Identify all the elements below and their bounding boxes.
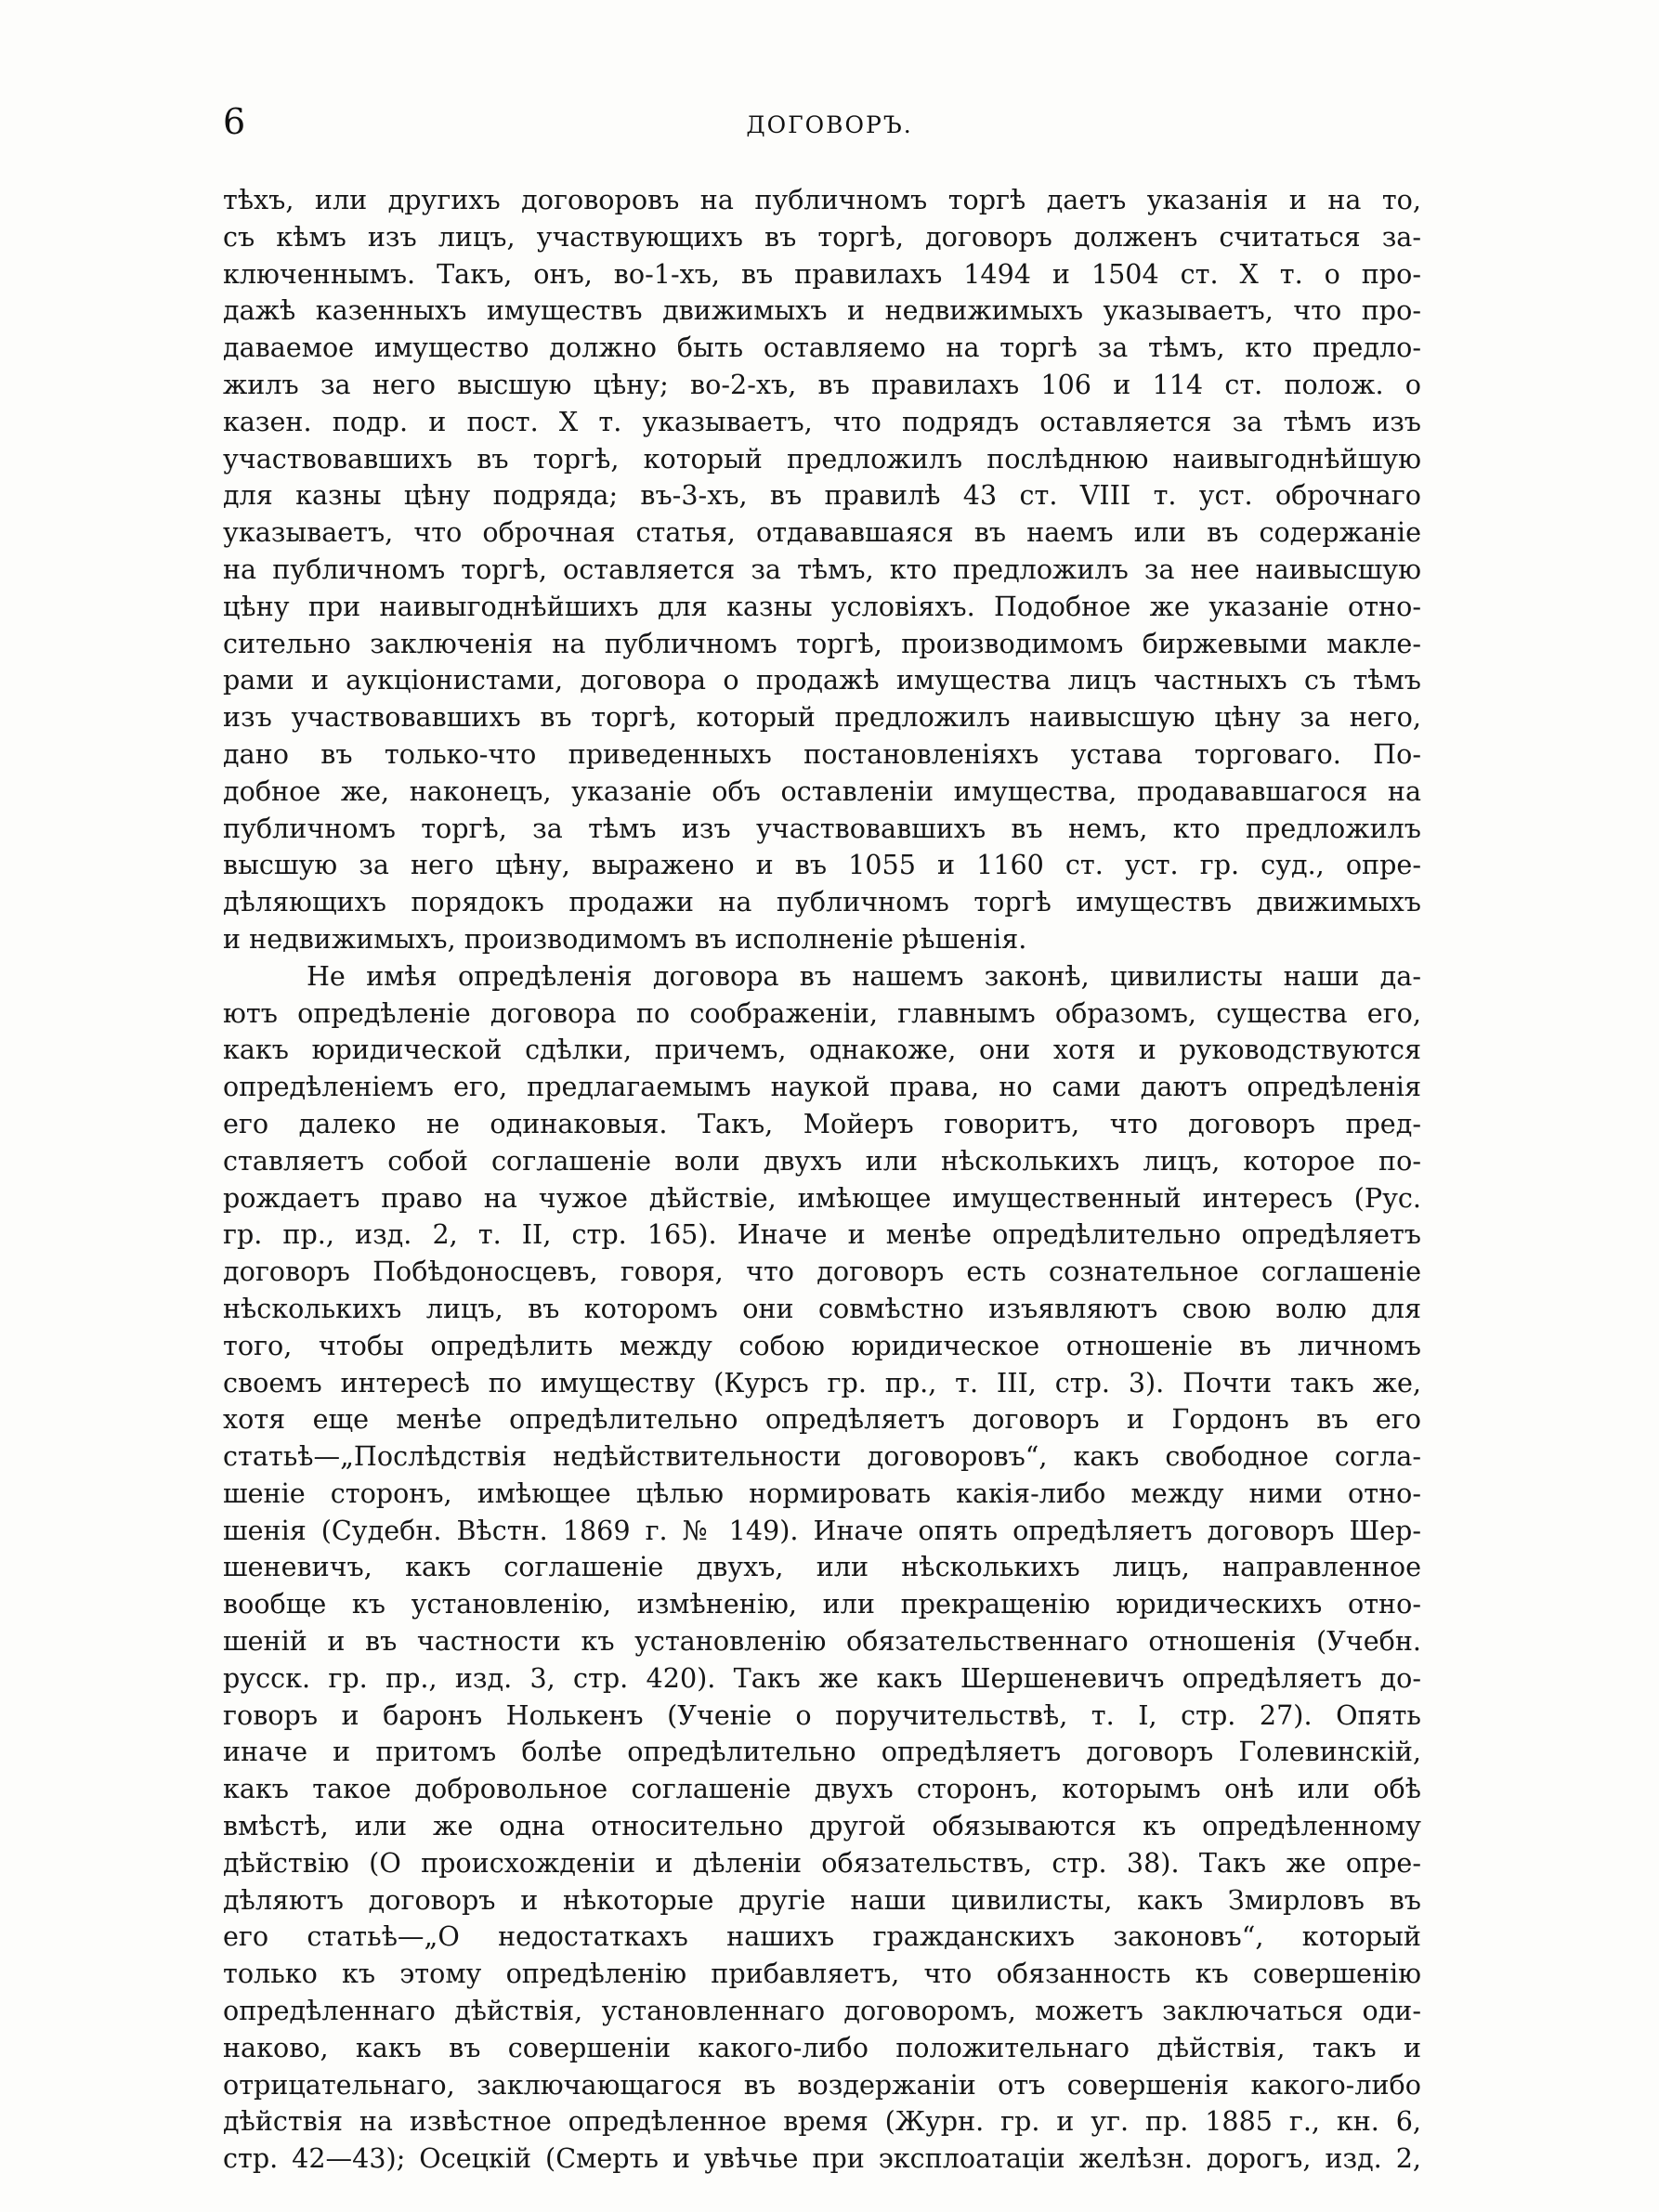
text-line: опредѣленіемъ его, предлагаемымъ наукой права, но сами даютъ опредѣленія [223,1071,1421,1103]
text-line: даваемое имущество должно быть оставляемо на торгѣ за тѣмъ, кто предло- [223,332,1421,364]
text-line: шенія (Судебн. Вѣстн. 1869 г. № 149). Иначе опять опредѣляетъ договоръ Шер- [223,1514,1421,1546]
text-line: съ кѣмъ изъ лицъ, участвующихъ въ торгѣ, договоръ долженъ считаться за- [223,220,1421,253]
text-line: жилъ за него высшую цѣну; во-2-хъ, въ правилахъ 106 и 114 ст. полож. о [223,368,1421,400]
text-line: вообще къ установленію, измѣненію, или прекращенію юридическихъ отно- [223,1588,1421,1620]
text-line: и недвижимыхъ, производимомъ въ исполненіе рѣшенія. [223,922,1027,955]
paragraph [223,958,1421,2178]
text-line: ютъ опредѣленіе договора по соображеніи, главнымъ образомъ, существа его, [223,996,1421,1029]
text-line: казен. подр. и пост. X т. указываетъ, что подрядъ оставляется за тѣмъ изъ [223,405,1421,437]
text-line: договоръ Побѣдоносцевъ, говоря, что договоръ есть сознательное соглашеніе [223,1256,1421,1288]
text-line: дѣйствія на извѣстное опредѣленное время (Журн. гр. и уг. пр. 1885 г., кн. 6, [223,2105,1421,2138]
text-line: шеніе сторонъ, имѣющее цѣлью нормировать какія-либо между ними отно- [223,1477,1421,1509]
text-line: того, чтобы опредѣлить между собою юридическое отношеніе въ личномъ [223,1329,1421,1361]
text-line: публичномъ торгѣ, за тѣмъ изъ участвовавшихъ въ немъ, кто предложилъ [223,812,1421,844]
text-line: шеній и въ частности къ установленію обязательственнаго отношенія (Учебн. [223,1625,1421,1658]
text-line: дѣляютъ договоръ и нѣкоторые другіе наши цивилисты, какъ Змирловъ въ [223,1883,1421,1916]
paragraph [223,182,1421,958]
text-line: цѣну при наивыгоднѣйшихъ для казны условіяхъ. Подобное же указаніе отно- [223,590,1421,622]
text-line: рождаетъ право на чужое дѣйствіе, имѣющее имущественный интересъ (Рус. [223,1181,1421,1214]
text-line: Не имѣя опредѣленія договора въ нашемъ законѣ, цивилисты наши да- [307,959,1421,992]
text-line: дѣйствію (О происхожденіи и дѣленіи обязательствъ, стр. 38). Такъ же опре- [223,1846,1421,1879]
text-line: своемъ интересѣ по имуществу (Курсъ гр. пр., т. III, стр. 3). Почти такъ же, [223,1366,1421,1399]
text-line: ставляетъ собой соглашеніе воли двухъ или нѣсколькихъ лицъ, которое по- [223,1144,1421,1177]
text-line: изъ участвовавшихъ въ торгѣ, который предложилъ наивысшую цѣну за него, [223,701,1421,734]
text-line: для казны цѣну подряда; въ-3-хъ, въ правилѣ 43 ст. VIII т. уст. оброчнаго [223,479,1421,512]
text-line: на публичномъ торгѣ, оставляется за тѣмъ, кто предложилъ за нее наивысшую [223,553,1421,585]
text-line: дано въ только-что приведенныхъ постановленіяхъ устава торговаго. По- [223,737,1421,770]
text-line: ключеннымъ. Такъ, онъ, во-1-хъ, въ правилахъ 1494 и 1504 ст. X т. о про- [223,257,1421,290]
text-line: русск. гр. пр., изд. 3, стр. 420). Такъ же какъ Шершеневичъ опредѣляетъ до- [223,1661,1421,1694]
text-line: участвовавшихъ въ торгѣ, который предложилъ послѣднюю наивыгоднѣйшую [223,442,1421,475]
text-line: опредѣленнаго дѣйствія, установленнаго договоромъ, можетъ заключаться оди- [223,1995,1421,2027]
text-line: нѣсколькихъ лицъ, въ которомъ они совмѣстно изъявляютъ свою волю для [223,1292,1421,1324]
text-line: указываетъ, что оброчная статья, отдававшаяся въ наемъ или въ содержаніе [223,516,1421,549]
text-line: рами и аукціонистами, договора о продажѣ имущества лицъ частныхъ съ тѣмъ [223,664,1421,696]
text-line: добное же, наконецъ, указаніе объ оставленіи имущества, продававшагося на [223,774,1421,807]
text-line: высшую за него цѣну, выражено и въ 1055 и 1160 ст. уст. гр. суд., опре- [223,849,1421,881]
text-line: дѣляющихъ порядокъ продажи на публичномъ торгѣ имуществъ движимыхъ [223,886,1421,918]
running-head: ДОГОВОРЪ. [746,111,913,138]
text-line: вмѣстѣ, или же одна относительно другой обязываются къ опредѣленному [223,1810,1421,1842]
text-line: тѣхъ, или другихъ договоровъ на публичномъ торгѣ даетъ указанія и на то, [223,184,1421,215]
text-line: стр. 42—43); Осецкій (Смерть и увѣчье при эксплоатаціи желѣзн. дорогъ, изд. 2, [223,2142,1421,2175]
text-line: только къ этому опредѣленію прибавляетъ, что обязанность къ совершенію [223,1958,1421,1990]
text-line: говоръ и баронъ Нолькенъ (Ученіе о поручительствѣ, т. I, стр. 27). Опять [223,1698,1421,1731]
text-line: сительно заключенія на публичномъ торгѣ, производимомъ биржевыми макле- [223,627,1421,659]
text-line: статьѣ—„Послѣдствія недѣйствительности договоровъ“, какъ свободное согла- [223,1440,1421,1473]
text-line: дажѣ казенныхъ имуществъ движимыхъ и недвижимыхъ указываетъ, что про- [223,294,1421,327]
text-line: наково, какъ въ совершеніи какого-либо положительнаго дѣйствія, такъ и [223,2031,1421,2063]
text-line: гр. пр., изд. 2, т. II, стр. 165). Иначе и менѣе опредѣлительно опредѣляетъ [223,1218,1421,1251]
text-line: какъ юридической сдѣлки, причемъ, однакоже, они хотя и руководствуются [223,1034,1421,1066]
text-line: его статьѣ—„О недостаткахъ нашихъ гражданскихъ законовъ“, который [223,1920,1421,1953]
text-line: иначе и притомъ болѣе опредѣлительно опредѣляетъ договоръ Голевинскій, [223,1736,1421,1768]
page-number: 6 [223,101,246,142]
text-line: хотя еще менѣе опредѣлительно опредѣляетъ договоръ и Гордонъ въ его [223,1403,1421,1436]
text-line: шеневичъ, какъ соглашеніе двухъ, или нѣсколькихъ лицъ, направленное [223,1551,1421,1583]
text-line: отрицательнаго, заключающагося въ воздержаніи отъ совершенія какого-либо [223,2068,1421,2101]
text-line: его далеко не одинаковыя. Такъ, Мойеръ говоритъ, что договоръ пред- [223,1107,1421,1139]
text-line: какъ такое добровольное соглашеніе двухъ сторонъ, которымъ онѣ или обѣ [223,1773,1421,1805]
body-text [223,182,1421,2178]
